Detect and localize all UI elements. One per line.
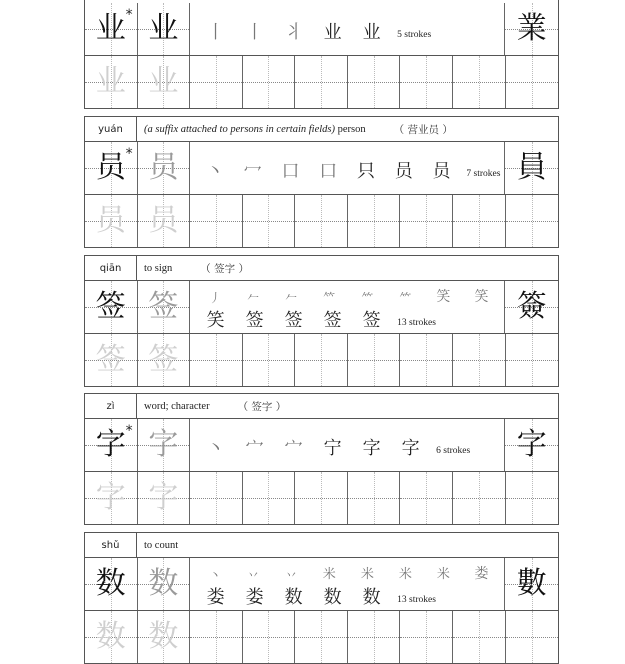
asterisk-icon: * — [125, 7, 133, 23]
practice-cell[interactable] — [400, 334, 453, 386]
stroke-step: 𠂉 — [285, 291, 298, 305]
practice-cell[interactable] — [348, 472, 401, 524]
model-character: 员 — [95, 150, 126, 185]
stroke-step: 丷 — [285, 568, 298, 582]
model-character: 数 — [95, 566, 126, 601]
guide-character: 签 — [95, 342, 126, 377]
stroke-step: 冖 — [243, 161, 262, 182]
guide-character: 数 — [148, 619, 179, 654]
definition-text: word; character — [144, 400, 210, 412]
practice-cell[interactable] — [190, 195, 243, 247]
stroke-order-area — [190, 142, 505, 194]
block-header — [85, 117, 558, 142]
practice-cell[interactable] — [85, 334, 138, 386]
guide-character: 业 — [148, 64, 179, 99]
stroke-order-area — [190, 281, 505, 333]
practice-cell[interactable] — [85, 472, 138, 524]
guide-character: 员 — [95, 203, 126, 238]
practice-cell[interactable] — [243, 195, 296, 247]
stroke-step: 签 — [284, 310, 303, 331]
practice-cell[interactable] — [348, 56, 401, 108]
practice-cell[interactable] — [138, 611, 191, 663]
definition — [137, 540, 178, 551]
stroke-sequence-top — [196, 284, 500, 304]
stroke-order-area — [190, 419, 505, 471]
definition-italic: (a suffix attached to persons in certain fields) — [144, 123, 336, 135]
stroke-step: 娄 — [206, 587, 225, 608]
traditional-character: 業 — [516, 11, 547, 46]
practice-cell[interactable] — [243, 334, 296, 386]
traditional-character: 簽 — [516, 289, 547, 324]
trace-character-cell — [138, 419, 191, 471]
demo-row — [85, 558, 558, 611]
stroke-step: 米 — [398, 567, 412, 582]
pinyin-label: shǔ — [85, 533, 137, 557]
stroke-step: 业 — [362, 22, 381, 43]
stroke-step: 口 — [319, 161, 338, 182]
stroke-step: 米 — [360, 567, 374, 582]
stroke-step: 签 — [362, 310, 381, 331]
model-character-cell — [85, 558, 138, 610]
stroke-step: 签 — [323, 310, 342, 331]
practice-cell[interactable] — [138, 56, 191, 108]
guide-character: 字 — [148, 480, 179, 515]
stroke-sequence-top — [196, 561, 500, 581]
practice-cell[interactable] — [295, 195, 348, 247]
practice-cell[interactable] — [85, 56, 138, 108]
practice-row — [85, 472, 558, 524]
stroke-count: 13 strokes — [397, 595, 436, 605]
stroke-step: ⺮ — [361, 291, 374, 305]
stroke-step: 数 — [323, 587, 342, 608]
practice-cell[interactable] — [453, 611, 506, 663]
trace-character-cell — [138, 281, 191, 333]
stroke-step: ⺮ — [399, 291, 412, 305]
stroke-step: 口 — [281, 161, 300, 182]
definition-text: to sign — [144, 262, 173, 274]
trace-character: 签 — [148, 289, 179, 324]
traditional-character: 字 — [516, 427, 547, 462]
stroke-count: 5 strokes — [397, 30, 432, 40]
block-header — [85, 256, 558, 281]
example-word: （ 营业员 ） — [393, 123, 453, 136]
practice-cell[interactable] — [506, 56, 559, 108]
block-header — [85, 394, 558, 419]
stroke-step: 丨 — [245, 22, 264, 43]
trace-character: 业 — [148, 11, 179, 46]
stroke-step: 员 — [432, 161, 451, 182]
practice-cell[interactable] — [295, 472, 348, 524]
block-header — [85, 533, 558, 558]
stroke-sequence-bottom — [196, 306, 500, 330]
stroke-step: 宀 — [284, 438, 303, 459]
practice-cell[interactable] — [243, 472, 296, 524]
guide-character: 业 — [95, 64, 126, 99]
character-block-yuan — [84, 116, 559, 248]
practice-row — [85, 195, 558, 247]
definition — [137, 401, 210, 412]
stroke-step: 业 — [323, 22, 342, 43]
character-block-ye — [84, 0, 559, 109]
pinyin-label: zì — [85, 394, 137, 418]
stroke-step: 字 — [362, 438, 381, 459]
stroke-step: 宀 — [245, 438, 264, 459]
stroke-count: 7 strokes — [466, 169, 501, 179]
practice-cell[interactable] — [85, 611, 138, 663]
practice-cell[interactable] — [190, 611, 243, 663]
practice-cell[interactable] — [453, 334, 506, 386]
practice-cell[interactable] — [190, 56, 243, 108]
trace-character-cell — [138, 558, 191, 610]
stroke-step: 丶 — [206, 438, 225, 459]
demo-row — [85, 3, 558, 56]
asterisk-icon: * — [125, 146, 133, 162]
pinyin-label: qiān — [85, 256, 137, 280]
practice-cell[interactable] — [295, 56, 348, 108]
practice-row — [85, 56, 558, 108]
trace-character: 字 — [148, 427, 179, 462]
stroke-step: 数 — [284, 587, 303, 608]
practice-cell[interactable] — [138, 334, 191, 386]
model-character-cell — [85, 142, 138, 194]
trace-character: 员 — [148, 150, 179, 185]
practice-cell[interactable] — [295, 334, 348, 386]
traditional-character-cell — [505, 419, 558, 471]
stroke-step: 丬 — [284, 22, 303, 43]
demo-row — [85, 419, 558, 472]
model-character-cell — [85, 281, 138, 333]
stroke-step: 娄 — [474, 566, 489, 582]
traditional-character-cell — [505, 142, 558, 194]
stroke-step: 员 — [394, 161, 413, 182]
definition-text: to count — [144, 539, 179, 551]
practice-cell[interactable] — [295, 611, 348, 663]
stroke-sequence — [196, 155, 500, 181]
stroke-sequence — [196, 16, 500, 42]
trace-character-cell — [138, 3, 191, 55]
pinyin-label: yuán — [85, 117, 137, 141]
stroke-step: 米 — [436, 567, 450, 582]
practice-cell[interactable] — [400, 195, 453, 247]
practice-cell[interactable] — [190, 334, 243, 386]
model-character-cell — [85, 3, 138, 55]
traditional-character: 員 — [516, 150, 547, 185]
stroke-step: 娄 — [245, 587, 264, 608]
asterisk-icon: * — [125, 423, 133, 439]
practice-cell[interactable] — [453, 195, 506, 247]
traditional-character-cell — [505, 3, 558, 55]
stroke-step: 丶 — [209, 568, 222, 582]
demo-row — [85, 281, 558, 334]
guide-character: 字 — [95, 480, 126, 515]
practice-cell[interactable] — [138, 195, 191, 247]
stroke-step: 字 — [401, 438, 420, 459]
practice-cell[interactable] — [400, 472, 453, 524]
practice-cell[interactable] — [453, 472, 506, 524]
guide-character: 签 — [148, 342, 179, 377]
model-character-cell — [85, 419, 138, 471]
practice-cell[interactable] — [400, 56, 453, 108]
practice-cell[interactable] — [348, 334, 401, 386]
character-block-shu — [84, 532, 559, 664]
stroke-count: 6 strokes — [436, 446, 471, 456]
character-block-qian — [84, 255, 559, 387]
stroke-step: 数 — [362, 587, 381, 608]
stroke-step: 𥫗 — [323, 291, 336, 305]
example-word: （ 签字 ） — [200, 262, 249, 275]
stroke-step: 丶 — [206, 161, 224, 182]
trace-character: 数 — [148, 566, 179, 601]
model-character: 业 — [95, 11, 126, 46]
stroke-step: 签 — [245, 310, 264, 331]
demo-row — [85, 142, 558, 195]
practice-cell[interactable] — [453, 56, 506, 108]
practice-row — [85, 611, 558, 663]
stroke-sequence — [196, 432, 500, 458]
stroke-step: 笑 — [474, 289, 489, 305]
practice-cell[interactable] — [506, 195, 559, 247]
practice-row — [85, 334, 558, 386]
traditional-character: 數 — [516, 566, 547, 601]
stroke-step: 𠂉 — [247, 291, 260, 305]
practice-cell[interactable] — [243, 611, 296, 663]
stroke-sequence-bottom — [196, 583, 500, 607]
stroke-step: 只 — [357, 161, 375, 182]
practice-cell[interactable] — [243, 56, 296, 108]
stroke-order-area — [190, 558, 505, 610]
practice-cell[interactable] — [506, 472, 559, 524]
practice-cell[interactable] — [506, 611, 559, 663]
stroke-step: 丷 — [247, 568, 260, 582]
practice-cell[interactable] — [85, 195, 138, 247]
traditional-character-cell — [505, 558, 558, 610]
definition-text: person — [335, 123, 366, 135]
practice-cell[interactable] — [190, 472, 243, 524]
guide-character: 员 — [148, 203, 179, 238]
stroke-step: 宁 — [323, 438, 342, 459]
stroke-step: 笑 — [436, 289, 451, 305]
definition — [137, 124, 366, 135]
practice-cell[interactable] — [506, 334, 559, 386]
stroke-count: 13 strokes — [397, 318, 436, 328]
character-block-zi — [84, 393, 559, 525]
practice-cell[interactable] — [400, 611, 453, 663]
stroke-step: 丨 — [206, 22, 225, 43]
example-word: （ 签字 ） — [237, 400, 287, 413]
model-character: 签 — [95, 289, 126, 324]
stroke-order-area — [190, 3, 505, 55]
stroke-step: 米 — [322, 567, 336, 582]
model-character: 字 — [95, 427, 126, 462]
definition — [137, 263, 172, 274]
practice-cell[interactable] — [348, 611, 401, 663]
practice-cell[interactable] — [138, 472, 191, 524]
traditional-character-cell — [505, 281, 558, 333]
stroke-step: 丿 — [209, 291, 222, 305]
trace-character-cell — [138, 142, 191, 194]
practice-cell[interactable] — [348, 195, 401, 247]
guide-character: 数 — [95, 619, 126, 654]
stroke-step: 笑 — [206, 310, 225, 331]
